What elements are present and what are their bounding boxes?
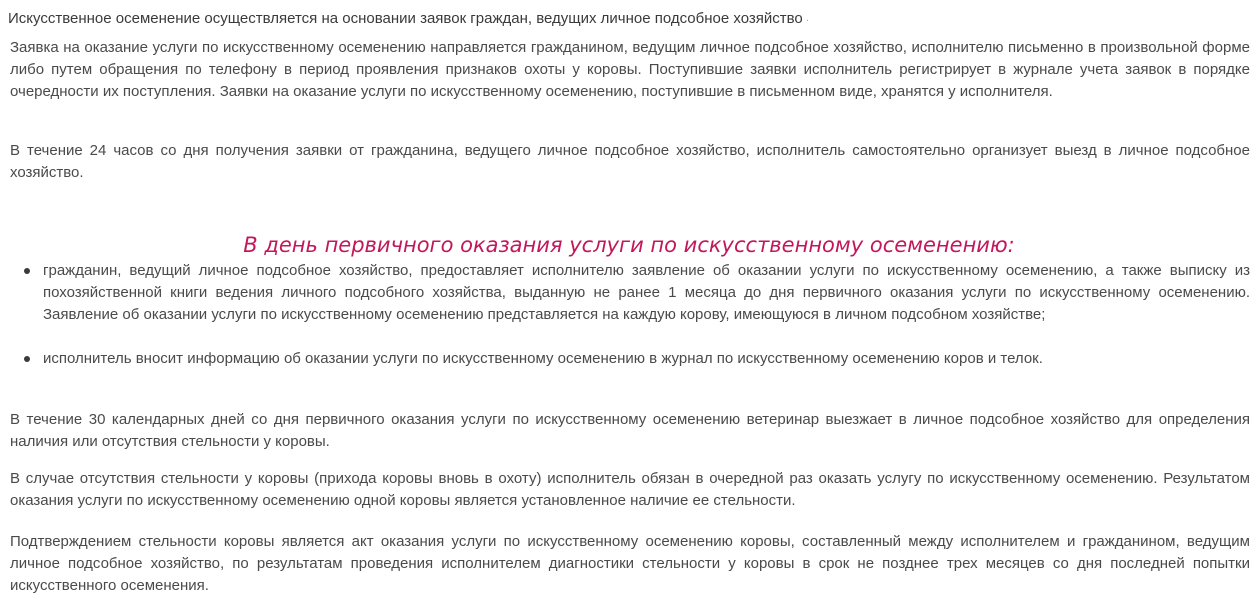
intro-dot: · xyxy=(805,15,810,26)
paragraph-application: Заявка на оказание услуги по искусственному осеменению направляется гражданином, ведущим личное подсобное хозяйство, исполнителю письменно в произвольной форме либо путем обращения по телефону в период проявления признаков охоты у коровы. Поступившие заявки исполнитель регистрирует в журнале учета заявок в порядке очередности их поступления. Заявки на оказание услуги по искусственному осеменению, поступившие в письменном виде, хранятся у исполнителя. xyxy=(10,39,1250,100)
list-item-text: исполнитель вносит информацию об оказании услуги по искусственному осеменению в журнал по искусственному осеменению коров и телок. xyxy=(43,350,1043,367)
list-item xyxy=(10,348,1250,370)
list-item xyxy=(10,260,1250,326)
intro-sentence: Искусственное осеменение осуществляется на основании заявок граждан, ведущих личное подсобное хозяйство xyxy=(8,10,803,27)
bullet-icon xyxy=(24,268,30,274)
list-item-text: гражданин, ведущий личное подсобное хозяйство, предоставляет исполнителю заявление об оказании услуги по искусственному осеменению, а также выписку из похозяйственной книги ведения личного подсобного хозяйства, выданную не ранее 1 месяца до дня первичного оказания услуги по искусственному осеменению. Заявление об оказании услуги по искусственному осеменению представляется на каждую корову, имеющуюся в личном подсобном хозяйстве; xyxy=(43,262,1250,323)
paragraph-confirmation: Подтверждением стельности коровы является акт оказания услуги по искусственному осеменению коровы, составленный между исполнителем и гражданином, ведущим личное подсобное хозяйство, по результатам проведения исполнителем диагностики стельности у коровы в срок не позднее трех месяцев со дня последней попытки искусственного осеменения. xyxy=(10,533,1250,594)
intro-text xyxy=(8,8,1248,32)
bullet-icon xyxy=(24,356,30,362)
paragraph-30-days: В течение 30 календарных дней со дня первичного оказания услуги по искусственному осеменению ветеринар выезжает в личное подсобное хозяйство для определения наличия или отсутствия стельности у коровы. xyxy=(10,411,1250,450)
paragraph-visit-24h: В течение 24 часов со дня получения заявки от гражданина, ведущего личное подсобное хозяйство, исполнитель самостоятельно организует выезд в личное подсобное хозяйство. xyxy=(10,142,1250,181)
paragraph-no-pregnancy: В случае отсутствия стельности у коровы (прихода коровы вновь в охоту) исполнитель обязан в очередной раз оказать услугу по искусственному осеменению. Результатом оказания услуги по искусственному осеменению одной коровы является установленное наличие ее стельности. xyxy=(10,470,1250,509)
bullet-list xyxy=(10,260,1250,370)
section-heading: В день первичного оказания услуги по искусственному осеменению: xyxy=(243,233,1015,258)
